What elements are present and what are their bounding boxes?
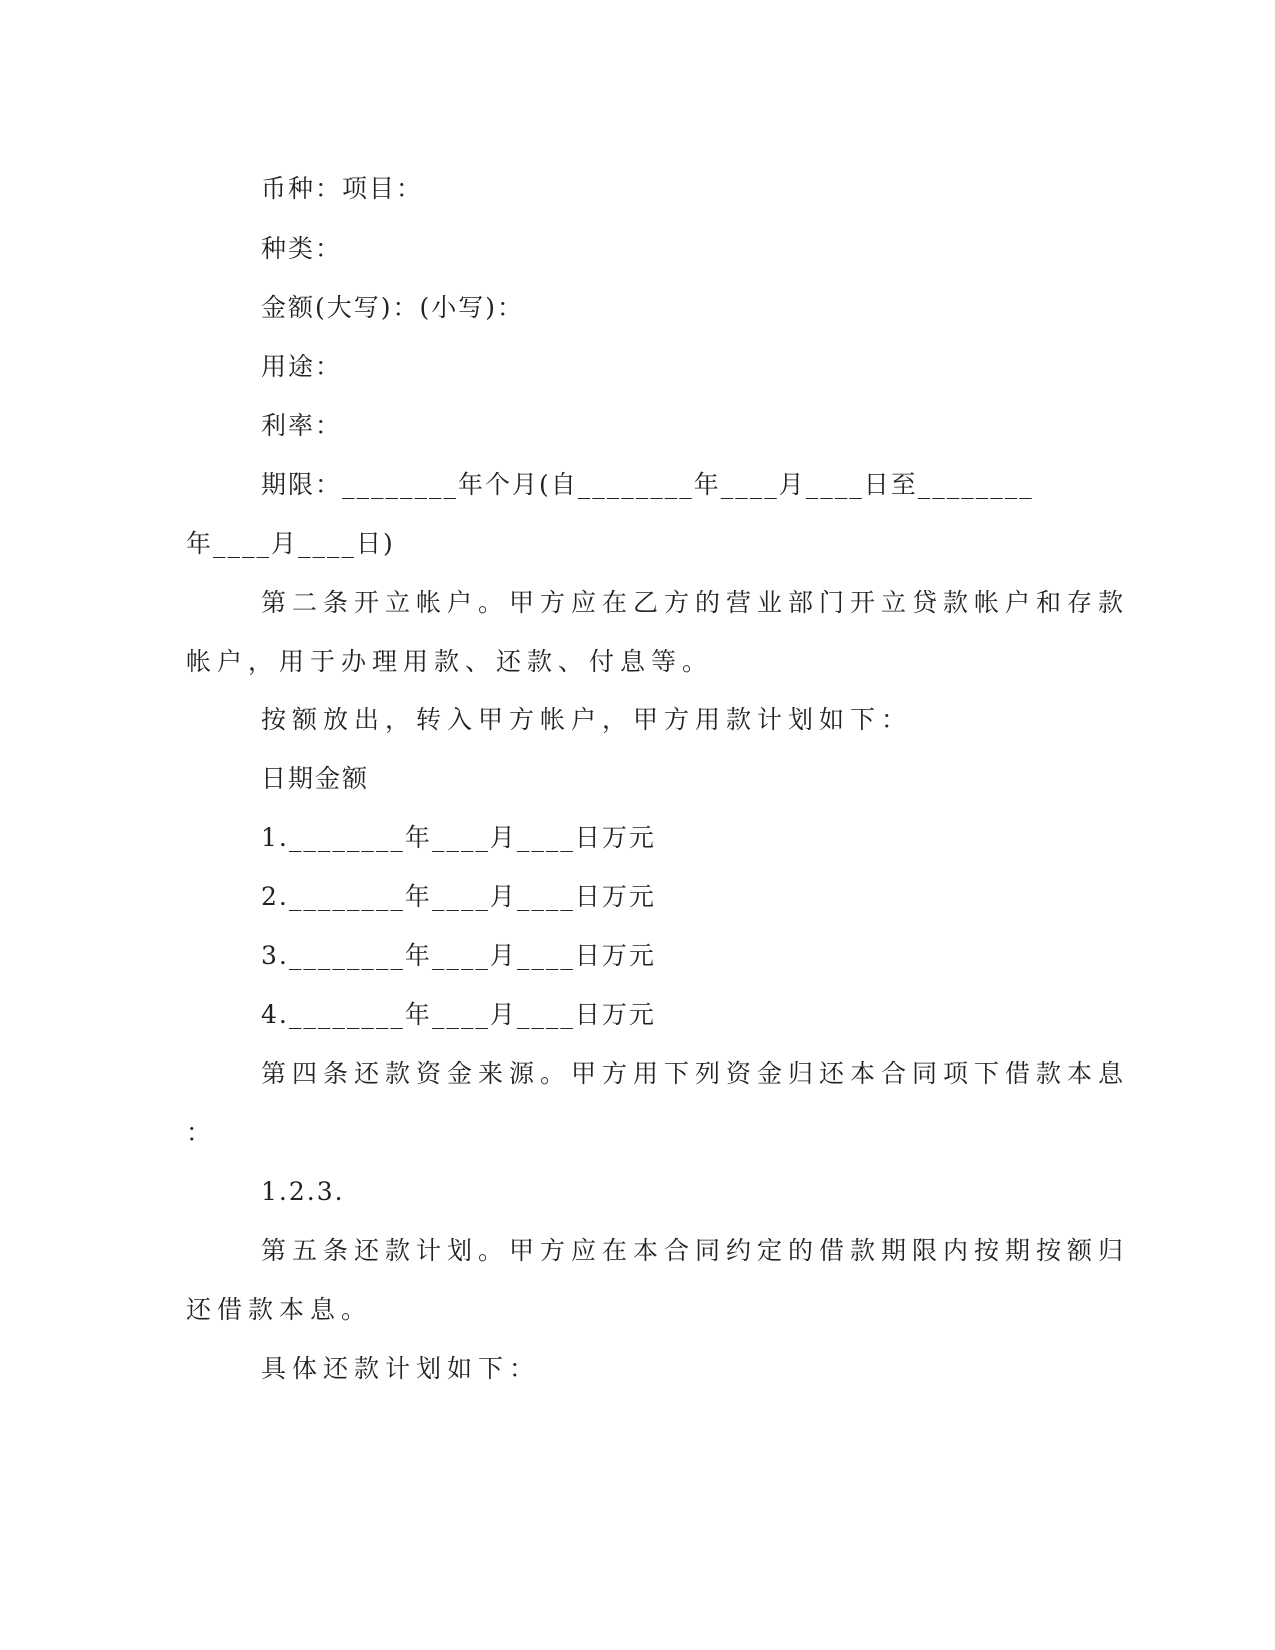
term-line-continued: 年____月____日)	[186, 529, 395, 558]
currency-item-line: 币种：项目：	[261, 174, 424, 203]
repayment-plan-line: 具体还款计划如下：	[261, 1354, 541, 1383]
article-four-line-continued: ：	[186, 1118, 214, 1147]
article-two-line-continued: 帐户，用于办理用款、还款、付息等。	[186, 647, 714, 676]
purpose-line: 用途：	[261, 352, 343, 381]
article-five-line: 第五条还款计划。甲方应在本合同约定的借款期限内按期按额归	[261, 1236, 1130, 1265]
type-line: 种类：	[261, 234, 343, 263]
plan-item-4: 4.________年____月____日万元	[261, 1000, 656, 1029]
article-four-line: 第四条还款资金来源。甲方用下列资金归还本合同项下借款本息	[261, 1059, 1130, 1088]
article-two-line: 第二条开立帐户。甲方应在乙方的营业部门开立贷款帐户和存款	[261, 588, 1130, 617]
article-five-line-continued: 还借款本息。	[186, 1295, 373, 1324]
amount-line: 金额(大写)：(小写)：	[261, 293, 525, 322]
date-amount-header: 日期金额	[261, 764, 370, 793]
term-line: 期限：________年个月(自________年____月____日至________	[261, 470, 1034, 499]
disbursement-plan-line: 按额放出，转入甲方帐户，甲方用款计划如下：	[261, 705, 913, 734]
plan-item-3: 3.________年____月____日万元	[261, 941, 656, 970]
plan-item-1: 1.________年____月____日万元	[261, 823, 656, 852]
interest-rate-line: 利率：	[261, 411, 343, 440]
repayment-sources-list: 1.2.3.	[261, 1177, 345, 1206]
plan-item-2: 2.________年____月____日万元	[261, 882, 656, 911]
